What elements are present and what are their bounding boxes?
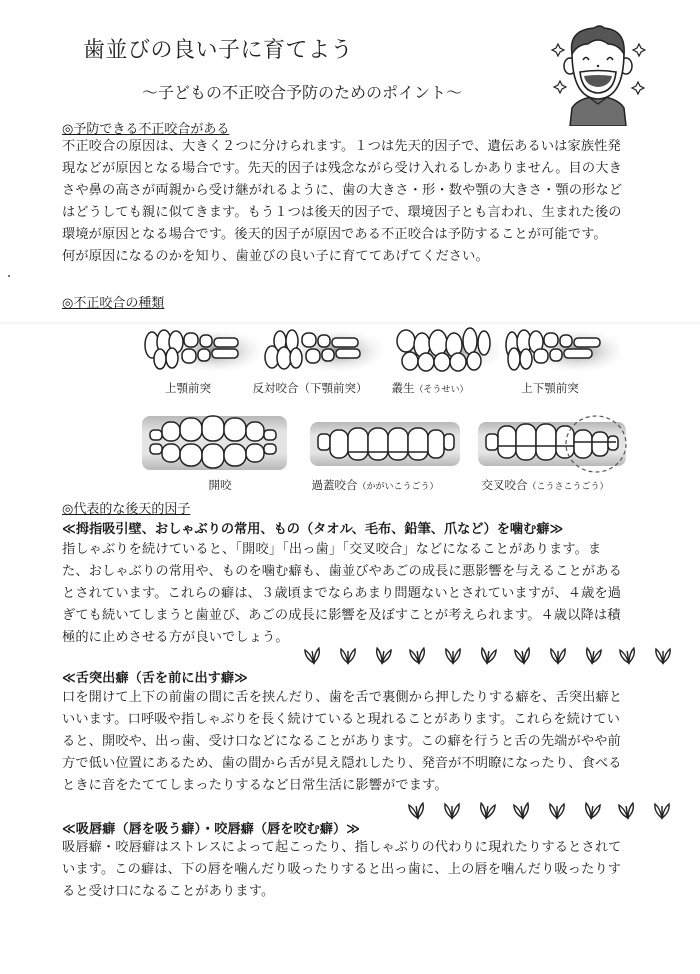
- leaf-decoration-row: [400, 800, 680, 820]
- section-body-preventable: [62, 136, 622, 268]
- body-line: ぎても続いてしまうと歯並び、あごの成長に影響を及ぼすことが考えられます。４歳以降は積: [62, 608, 621, 623]
- body-line: いいます。口呼吸や指しゃぶりを長く続けていると現れることがあります。これらを続けてい: [62, 712, 621, 727]
- body-line: さや鼻の高さが両親から受け継がれるように、歯の大きさ・形・数や顎の大きさ・顎の形など: [62, 183, 623, 198]
- sprout-leaf-icon: [401, 645, 436, 665]
- teeth-upper-protrusion: [145, 330, 260, 371]
- teeth-crowding: [397, 328, 500, 371]
- label-open-bite: [180, 477, 260, 493]
- sprout-leaf-icon: [506, 645, 541, 665]
- sprout-leaf-icon: [576, 645, 611, 665]
- teeth-crossbite: [478, 416, 626, 472]
- smiling-child-icon: [548, 22, 648, 126]
- type-label: 反対咬合（下顎前突）: [252, 381, 368, 395]
- body-line: 口を開けて上下の前歯の間に舌を挟んだり、歯を舌で裏側から押したりする癖を、舌突出癖と: [62, 690, 623, 705]
- body-line: 極的に止めさせる方が良いでしょう。: [62, 630, 289, 645]
- type-label: 過蓋咬合: [311, 478, 358, 492]
- sprout-leaf-icon: [646, 645, 681, 665]
- habit-body-finger-sucking: [62, 539, 622, 649]
- sprout-leaf-icon: [611, 645, 646, 665]
- type-label: 叢生: [391, 381, 415, 395]
- teeth-illustrations-row-1: [140, 325, 620, 375]
- label-deep-bite: [300, 477, 450, 493]
- body-line: 現などが原因となる場合です。先天的因子は残念ながら受け入れるしかありません。目の大き: [62, 161, 622, 176]
- sprout-leaf-icon: [366, 645, 401, 665]
- sprout-leaf-icon: [505, 800, 540, 820]
- body-line: た、おしゃぶりの常用や、ものを噛む癖も、歯並びやあごの成長に悪影響を与えることがある: [62, 564, 622, 579]
- type-label: 上顎前突: [165, 381, 211, 395]
- body-line: ると、開咬や、出っ歯、受け口などになることがあります。この癖を行うと舌の先端がやや前: [62, 734, 621, 749]
- label-crowding: [380, 380, 480, 396]
- teeth-underbite: [265, 330, 382, 371]
- section-heading-acquired-factors: ◎代表的な後天的因子: [62, 502, 191, 517]
- body-line: 方で低い位置にあるため、歯の間から舌が見え隠れしたり、発音が不明瞭になったり、食べる: [62, 756, 622, 771]
- type-label: 開咬: [208, 478, 232, 492]
- sprout-leaf-icon: [610, 800, 645, 820]
- label-bimaxillary-protrusion: [505, 380, 595, 396]
- body-line: ときに音をたててしまったりするなど日常生活に影響がでます。: [62, 778, 448, 793]
- leaf-decoration-row: [296, 645, 681, 665]
- body-line: とされています。これらの癖は、３歳頃までならあまり問題ないとされていますが、４歳を過: [62, 586, 622, 601]
- sprout-leaf-icon: [331, 645, 366, 665]
- page-subtitle: ～子どもの不正咬合予防のためのポイント～: [142, 83, 463, 102]
- teeth-bimaxillary-protrusion: [506, 330, 620, 371]
- sprout-leaf-icon: [470, 800, 505, 820]
- habit-body-tongue-thrust: [62, 687, 622, 797]
- sprout-leaf-icon: [435, 800, 470, 820]
- teeth-deep-bite: [310, 422, 460, 466]
- sprout-leaf-icon: [540, 800, 575, 820]
- type-label: 上下顎前突: [521, 381, 579, 395]
- page-title: 歯並びの良い子に育てよう: [83, 38, 354, 63]
- label-crossbite: [470, 477, 620, 493]
- body-line: います。この癖は、下の唇を噛んだり吸ったりすると出っ歯に、上の唇を噛んだり吸ったりす: [62, 862, 622, 877]
- teeth-open-bite: [142, 416, 287, 470]
- body-line: 指しゃぶりを続けていると、「開咬」「出っ歯」「交叉咬合」などになることがあります。ま: [62, 542, 602, 557]
- type-label: 交叉咬合: [481, 478, 528, 492]
- sprout-leaf-icon: [400, 800, 435, 820]
- habit-body-lip-habit: [62, 837, 622, 903]
- body-line: 環境が原因となる場合です。後天的因子が原因である不正咬合は予防することが可能です。: [62, 227, 607, 242]
- body-line: ると受け口になることがあります。: [62, 884, 275, 899]
- label-upper-protrusion: [148, 380, 228, 396]
- sprout-leaf-icon: [645, 800, 680, 820]
- habit-heading-lip-habit: ≪吸唇癖（唇を吸う癖）・咬唇癖（唇を咬む癖）≫: [62, 822, 360, 837]
- sprout-leaf-icon: [296, 645, 331, 665]
- type-reading: （そうせい）: [414, 385, 469, 395]
- type-reading: （かがいこうごう）: [357, 482, 439, 492]
- body-line: 吸唇癖・咬唇癖はストレスによって起こったり、指しゃぶりの代わりに現れたりするとされて: [62, 840, 622, 855]
- sprout-leaf-icon: [471, 645, 506, 665]
- sprout-leaf-icon: [575, 800, 610, 820]
- sprout-leaf-icon: [436, 645, 471, 665]
- scan-speck: [8, 275, 10, 277]
- type-reading: （こうさこうごう）: [527, 482, 609, 492]
- label-underbite: [250, 380, 370, 396]
- section-heading-types: ◎不正咬合の種類: [62, 296, 165, 311]
- section-heading-preventable: ◎予防できる不正咬合がある: [62, 122, 230, 137]
- habit-heading-finger-sucking: ≪拇指吸引壁、おしゃぶりの常用、もの（タオル、毛布、鉛筆、爪など）を噛む癖≫: [62, 522, 564, 537]
- body-line: はどうしても親に似てきます。もう１つは後天的因子で、環境因子とも言われ、生まれた後の: [62, 205, 622, 220]
- body-line: 不正咬合の原因は、大きく２つに分けられます。１つは先天的因子で、遺伝あるいは家族性発: [62, 139, 621, 154]
- habit-heading-tongue-thrust: ≪舌突出癖（舌を前に出す癖≫: [62, 671, 248, 686]
- sprout-leaf-icon: [541, 645, 576, 665]
- body-line: 何が原因になるのかを知り、歯並びの良い子に育ててあげてください。: [62, 249, 489, 264]
- teeth-illustrations-row-2: [140, 412, 630, 474]
